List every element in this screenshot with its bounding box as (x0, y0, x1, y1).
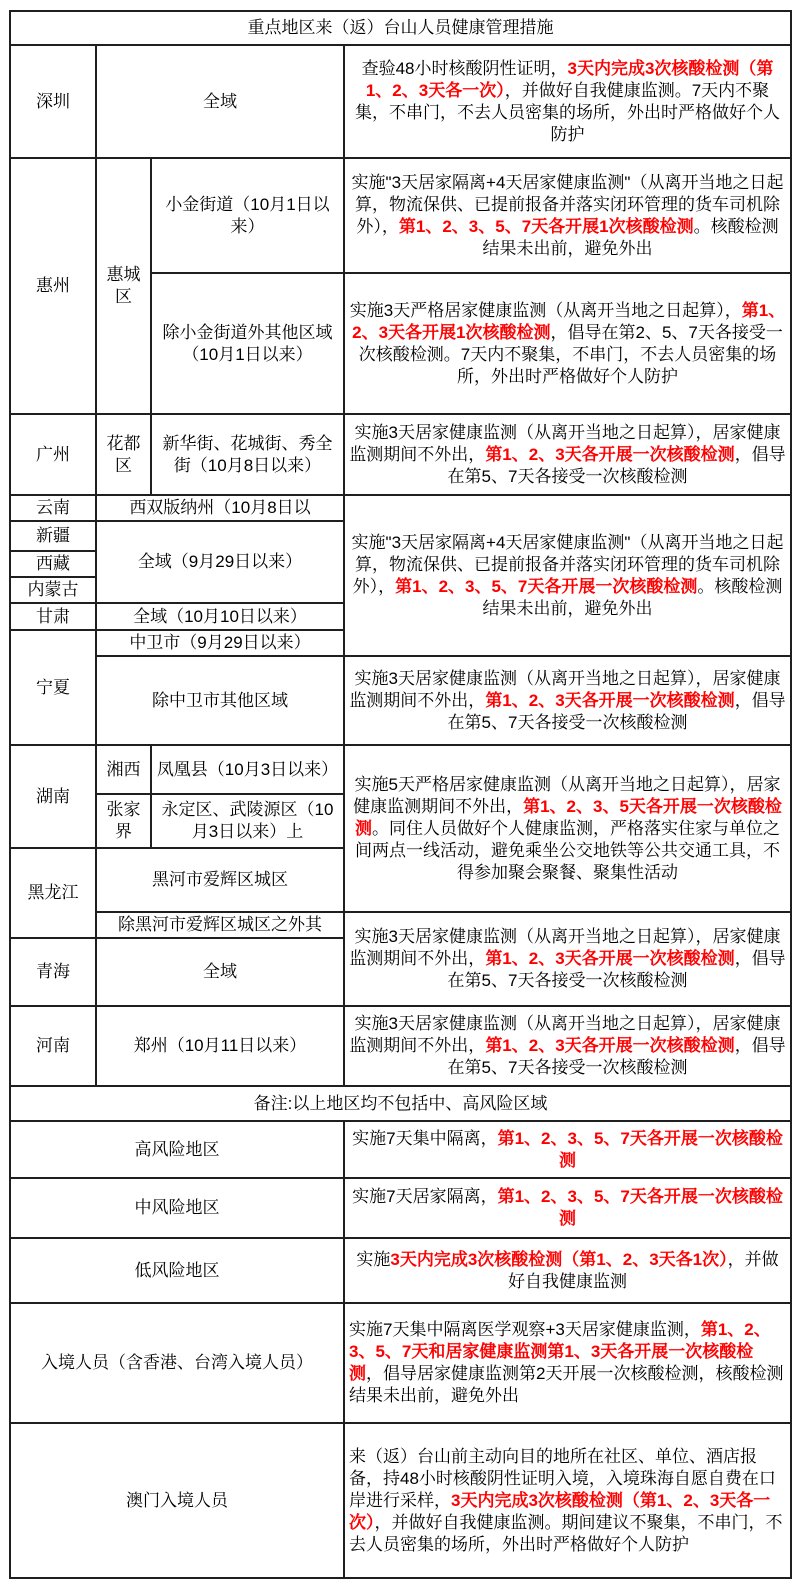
health-measures-table (9, 10, 792, 1579)
district-zhangjiajie: 张家界 (96, 794, 151, 848)
measure-highlight-text: 第1、2、3天各开展一次核酸检测 (485, 444, 735, 464)
province-xinjiang: 新疆 (10, 521, 96, 551)
measure-text: 来（返）台山前主动向目的地所在社区、单位、酒店报备，持48小时核酸阴性证明入境，入境珠海自愿自费在口岸进行采样， (349, 1446, 776, 1510)
area-except-heihe: 除黑河市爱辉区城区之外其 (96, 912, 344, 938)
measure-highlight-text: 第1、2、3天各开展一次核酸检测 (485, 949, 735, 968)
area-gansu: 全域（10月10日以来） (96, 603, 344, 630)
measure-highlight-text: 第1、2、3、5、7天各开展一次核酸检测 (497, 1187, 783, 1228)
province-heilongjiang: 黑龙江 (10, 848, 96, 938)
measure-high-risk (344, 1121, 791, 1178)
measure-text: 。核酸检测结果未出前，避免外出 (482, 576, 783, 618)
measure-highlight-text: 第1、2、3、5、7天各开展一次核酸检测 (497, 1128, 783, 1170)
table-title: 重点地区来（返）台山人员健康管理措施 (10, 11, 791, 45)
area-zhengzhou: 郑州（10月11日以来） (96, 1006, 344, 1086)
area-except-zhongwei: 除中卫市其他区域 (96, 656, 344, 745)
measure-shenzhen (344, 45, 791, 158)
area-qinghai: 全域 (96, 938, 344, 1006)
measure-henan (344, 1006, 791, 1086)
health-measures-sheet (9, 10, 799, 1579)
measure-text: ，倡导居家健康监测第2天开展一次核酸检测，核酸检测结果未出前，避免外出 (349, 1364, 784, 1405)
measure-text: ，倡导在第2、5、7天各接受一次核酸检测。7天内不聚集，不串门，不去人员密集的场所，外出时严格做好个人防护 (358, 322, 783, 386)
province-gansu: 甘肃 (10, 603, 96, 630)
measure-text: 实施 (356, 1249, 391, 1269)
province-qinghai: 青海 (10, 938, 96, 1006)
province-hunan: 湖南 (10, 745, 96, 848)
label-mid-risk: 中风险地区 (10, 1178, 344, 1238)
note-row: 备注:以上地区均不包括中、高风险区域 (10, 1086, 791, 1121)
measure-text: 。同住人员做好个人健康监测，严格落实住家与单位之间两点一线活动，避免乘坐公交地铁等公共交通工具，不得参加聚会聚餐、聚集性活动 (355, 818, 780, 882)
measure-text: 实施3天居家健康监测（从离开当地之日起算），居家健康监测期间不外出， (349, 422, 781, 464)
district-huicheng: 惠城区 (96, 158, 151, 414)
measure-text: 实施5天严格居家健康监测（从离开当地之日起算），居家健康监测期间不外出， (353, 774, 781, 816)
measure-text: ，倡导在第5、7天各接受一次核酸检测 (447, 1036, 786, 1077)
measure-text: ，并做好自我健康监测。期间建议不聚集，不串门，不去人员密集的场所，外出时严格做好个人防护 (349, 1512, 783, 1554)
measure-text: 实施"3天居家隔离+4天居家健康监测"（从离开当地之日起算，物流保供、已提前报备并落实闭环管理的货车司机除外）， (351, 172, 784, 236)
measure-xiaojin (344, 158, 791, 273)
measure-3day-shared (344, 912, 791, 1006)
measure-highlight-text: 第1、2、3、5、7天各开展一次核酸检测 (395, 576, 698, 596)
measure-text: 。核酸检测结果未出前，避免外出 (482, 216, 779, 258)
area-heihe: 黑河市爱辉区城区 (96, 848, 344, 912)
label-high-risk: 高风险地区 (10, 1121, 344, 1178)
province-yunnan: 云南 (10, 495, 96, 521)
measure-highlight-text: 3天内完成3次核酸检测（第1、2、3天各一次） (365, 58, 774, 100)
label-macau-entry: 澳门入境人员 (10, 1423, 344, 1578)
measure-highlight-text: 第1、2、3天各开展1次核酸检测 (352, 300, 786, 342)
area-fenghuang: 凤凰县（10月3日以来） (151, 745, 344, 794)
measure-text: 实施7天集中隔离医学观察+3天居家健康监测， (349, 1320, 701, 1339)
measure-text: 实施3天严格居家健康监测（从离开当地之日起算）， (349, 300, 742, 320)
area-xiaojin: 小金街道（10月1日以来） (151, 158, 344, 273)
measure-text: 实施7天集中隔离， (352, 1128, 498, 1148)
measure-text: ，倡导在第5、7天各接受一次核酸检测 (447, 949, 786, 990)
district-xiangxi: 湘西 (96, 745, 151, 794)
measure-highlight-text: 第1、2、3、5天各开展一次核酸检测 (355, 796, 782, 838)
district-huadu: 花都区 (96, 414, 151, 495)
measure-highlight-text: 第1、2、3天各开展一次核酸检测 (485, 690, 735, 710)
measure-text: ，倡导在第5、7天各接受一次核酸检测 (447, 690, 786, 732)
province-guangzhou: 广州 (10, 414, 96, 495)
measure-text: 查验48小时核酸阴性证明， (361, 58, 568, 78)
label-entry-persons: 入境人员（含香港、台湾入境人员） (10, 1303, 344, 1423)
province-huizhou: 惠州 (10, 158, 96, 414)
measure-macau-entry (344, 1423, 791, 1578)
measure-text: ，倡导在第5、7天各接受一次核酸检测 (447, 444, 786, 486)
province-shenzhen: 深圳 (10, 45, 96, 158)
measure-guangzhou (344, 414, 791, 495)
measure-entry-persons (344, 1303, 791, 1423)
area-yunnan: 西双版纳州（10月8日以 (96, 495, 344, 521)
measure-text: ，并做好自我健康监测 (508, 1249, 779, 1291)
measure-text: 实施"3天居家隔离+4天居家健康监测"（从离开当地之日起算，物流保供、已提前报备并落实闭环管理的货车司机除外）， (351, 532, 784, 596)
area-929-quanyu: 全域（9月29日以来） (96, 521, 344, 603)
measure-text: ，并做好自我健康监测。7天内不聚集，不串门，不去人员密集的场所，外出时严格做好个人防护 (355, 80, 780, 144)
area-zhangjiajie: 永定区、武陵源区（10月3日以来）上 (151, 794, 344, 848)
province-neimenggu: 内蒙古 (10, 577, 96, 603)
measure-highlight-text: 第1、2、3天各开展一次核酸检测 (485, 1036, 735, 1055)
measure-group-929 (344, 495, 791, 656)
measure-highlight-text: 第1、2、3、5、7天各开展1次核酸检测 (398, 216, 694, 236)
measure-highlight-text: 3天内完成3次核酸检测（第1、2、3天各一次） (349, 1490, 771, 1532)
label-low-risk: 低风险地区 (10, 1238, 344, 1303)
measure-5day (344, 745, 791, 912)
measure-except-xiaojin (344, 273, 791, 414)
measure-text: 实施3天居家健康监测（从离开当地之日起算），居家健康监测期间不外出， (349, 1014, 781, 1055)
measure-highlight-text: 3天内完成3次核酸检测（第1、2、3天各1次） (390, 1249, 728, 1269)
area-shenzhen: 全域 (96, 45, 344, 158)
province-henan: 河南 (10, 1006, 96, 1086)
measure-low-risk (344, 1238, 791, 1303)
province-xizang: 西藏 (10, 551, 96, 577)
area-huadu-streets: 新华街、花城街、秀全街（10月8日以来） (151, 414, 344, 495)
measure-highlight-text: 第1、2、3、5、7天和居家健康监测第1、3天各开展一次核酸检测 (349, 1320, 771, 1383)
measure-text: 实施3天居家健康监测（从离开当地之日起算），居家健康监测期间不外出， (349, 927, 781, 968)
province-ningxia: 宁夏 (10, 630, 96, 745)
area-zhongwei: 中卫市（9月29日以来） (96, 630, 344, 656)
measure-mid-risk (344, 1178, 791, 1238)
measure-text: 实施3天居家健康监测（从离开当地之日起算），居家健康监测期间不外出， (349, 668, 781, 710)
measure-text: 实施7天居家隔离， (352, 1187, 498, 1206)
area-except-xiaojin: 除小金街道外其他区域（10月1日以来） (151, 273, 344, 414)
measure-except-zhongwei (344, 656, 791, 745)
